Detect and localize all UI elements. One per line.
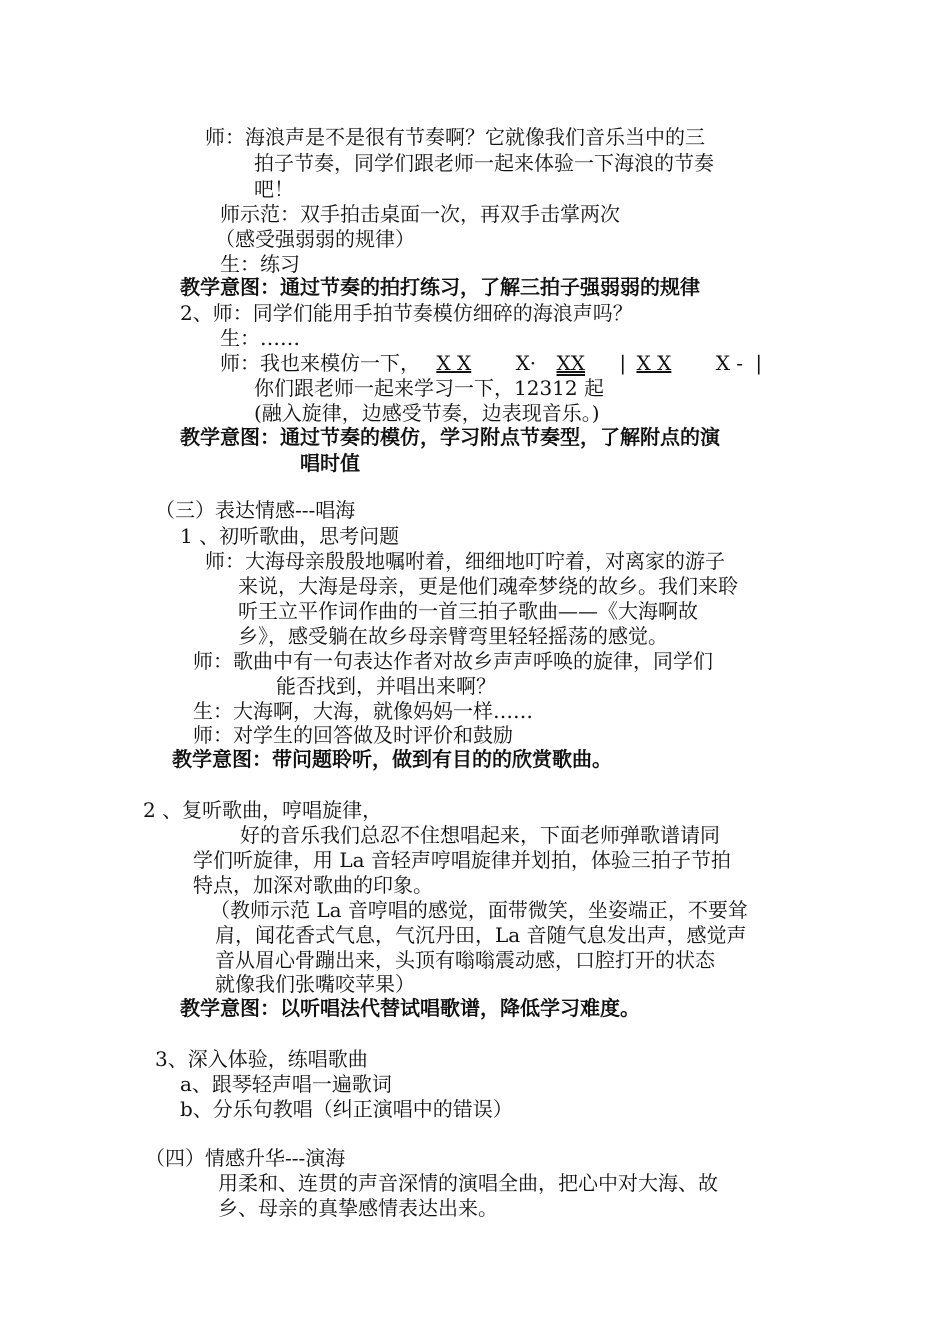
line-21: 师：歌曲中有一句表达作者对故乡声声呼唤的旋律，同学们 xyxy=(193,649,713,673)
line-27: 好的音乐我们总忍不住想唱起来，下面老师弹歌谱请同 xyxy=(240,823,720,847)
line-6: 生：练习 xyxy=(220,252,300,276)
rhythm-group-5: X - xyxy=(715,351,744,375)
line-39: 用柔和、连贯的声音深情的演唱全曲，把心中对大海、故 xyxy=(218,1171,718,1195)
line-28: 学们听旋律，用 La 音轻声哼唱旋律并划拍，体验三拍子节拍 xyxy=(193,848,731,872)
line-33: 就像我们张嘴咬苹果） xyxy=(215,972,415,996)
rhythm-group-2: X· xyxy=(515,351,537,375)
line-5: （感受强弱弱的规律） xyxy=(215,227,415,251)
line-35: 3、深入体验，练唱歌曲 xyxy=(155,1047,368,1071)
rhythm-bar-2: | xyxy=(755,351,763,375)
line-16: 1 、初听歌曲，思考问题 xyxy=(180,524,400,548)
line-37: b、分乐句教唱（纠正演唱中的错误） xyxy=(180,1097,513,1121)
line-24: 师：对学生的回答做及时评价和鼓励 xyxy=(193,723,513,747)
intent-3: 教学意图：带问题聆听，做到有目的的欣赏歌曲。 xyxy=(172,747,612,771)
line-18: 来说，大海是母亲，更是他们魂牵梦绕的故乡。我们来聆 xyxy=(238,574,738,598)
line-1: 师：海浪声是不是很有节奏啊？它就像我们音乐当中的三 xyxy=(205,125,705,149)
intent-4: 教学意图：以听唱法代替试唱歌谱，降低学习难度。 xyxy=(180,996,640,1020)
intent-2: 教学意图：通过节奏的模仿，学习附点节奏型，了解附点的演 xyxy=(180,425,720,449)
line-26: 2 、复听歌曲，哼唱旋律， xyxy=(143,798,383,822)
line-11: 你们跟老师一起来学习一下，12312 起 xyxy=(254,376,604,400)
line-20: 乡》，感受躺在故乡母亲臂弯里轻轻摇荡的感觉。 xyxy=(238,624,668,648)
line-12: (融入旋律，边感受节奏，边表现音乐。) xyxy=(254,401,600,425)
line-36: a、跟琴轻声唱一遍歌词 xyxy=(180,1072,392,1096)
line-17: 师：大海母亲殷殷地嘱咐着，细细地叮咛着，对离家的游子 xyxy=(205,549,725,573)
rhythm-bar-1: | xyxy=(619,351,627,375)
rhythm-group-3: XX xyxy=(556,351,586,375)
section-4-heading: （四）情感升华---演海 xyxy=(145,1146,346,1170)
line-22: 能否找到，并唱出来啊？ xyxy=(276,674,496,698)
line-30: （教师示范 La 音哼唱的感觉，面带微笑，坐姿端正，不要耸 xyxy=(210,898,748,922)
rhythm-group-4: X X xyxy=(636,351,672,375)
intent-2-cont: 唱时值 xyxy=(300,451,360,475)
line-3: 吧！ xyxy=(254,177,294,201)
line-2: 拍子节奏，同学们跟老师一起来体验一下海浪的节奏 xyxy=(254,151,714,175)
section-3-heading: （三）表达情感---唱海 xyxy=(155,498,356,522)
line-32: 音从眉心骨蹦出来，头顶有嗡嗡震动感，口腔打开的状态 xyxy=(215,948,715,972)
line-40: 乡、母亲的真挚感情表达出来。 xyxy=(218,1196,498,1220)
line-9: 生：…… xyxy=(220,326,300,350)
line-31: 肩，闻花香式气息，气沉丹田，La 音随气息发出声，感觉声 xyxy=(215,923,747,947)
line-29: 特点，加深对歌曲的印象。 xyxy=(193,873,433,897)
intent-1: 教学意图：通过节奏的拍打练习，了解三拍子强弱弱的规律 xyxy=(180,275,700,299)
line-10-text: 师：我也来模仿一下， xyxy=(220,351,420,375)
line-23: 生：大海啊，大海，就像妈妈一样…… xyxy=(193,699,533,723)
line-4: 师示范：双手拍击桌面一次，再双手击掌两次 xyxy=(220,202,620,226)
rhythm-group-1: X X xyxy=(436,351,472,375)
line-8: 2、师：同学们能用手拍节奏模仿细碎的海浪声吗？ xyxy=(180,301,633,325)
line-19: 听王立平作词作曲的一首三拍子歌曲——《大海啊故 xyxy=(238,599,698,623)
line-10 xyxy=(220,350,762,376)
